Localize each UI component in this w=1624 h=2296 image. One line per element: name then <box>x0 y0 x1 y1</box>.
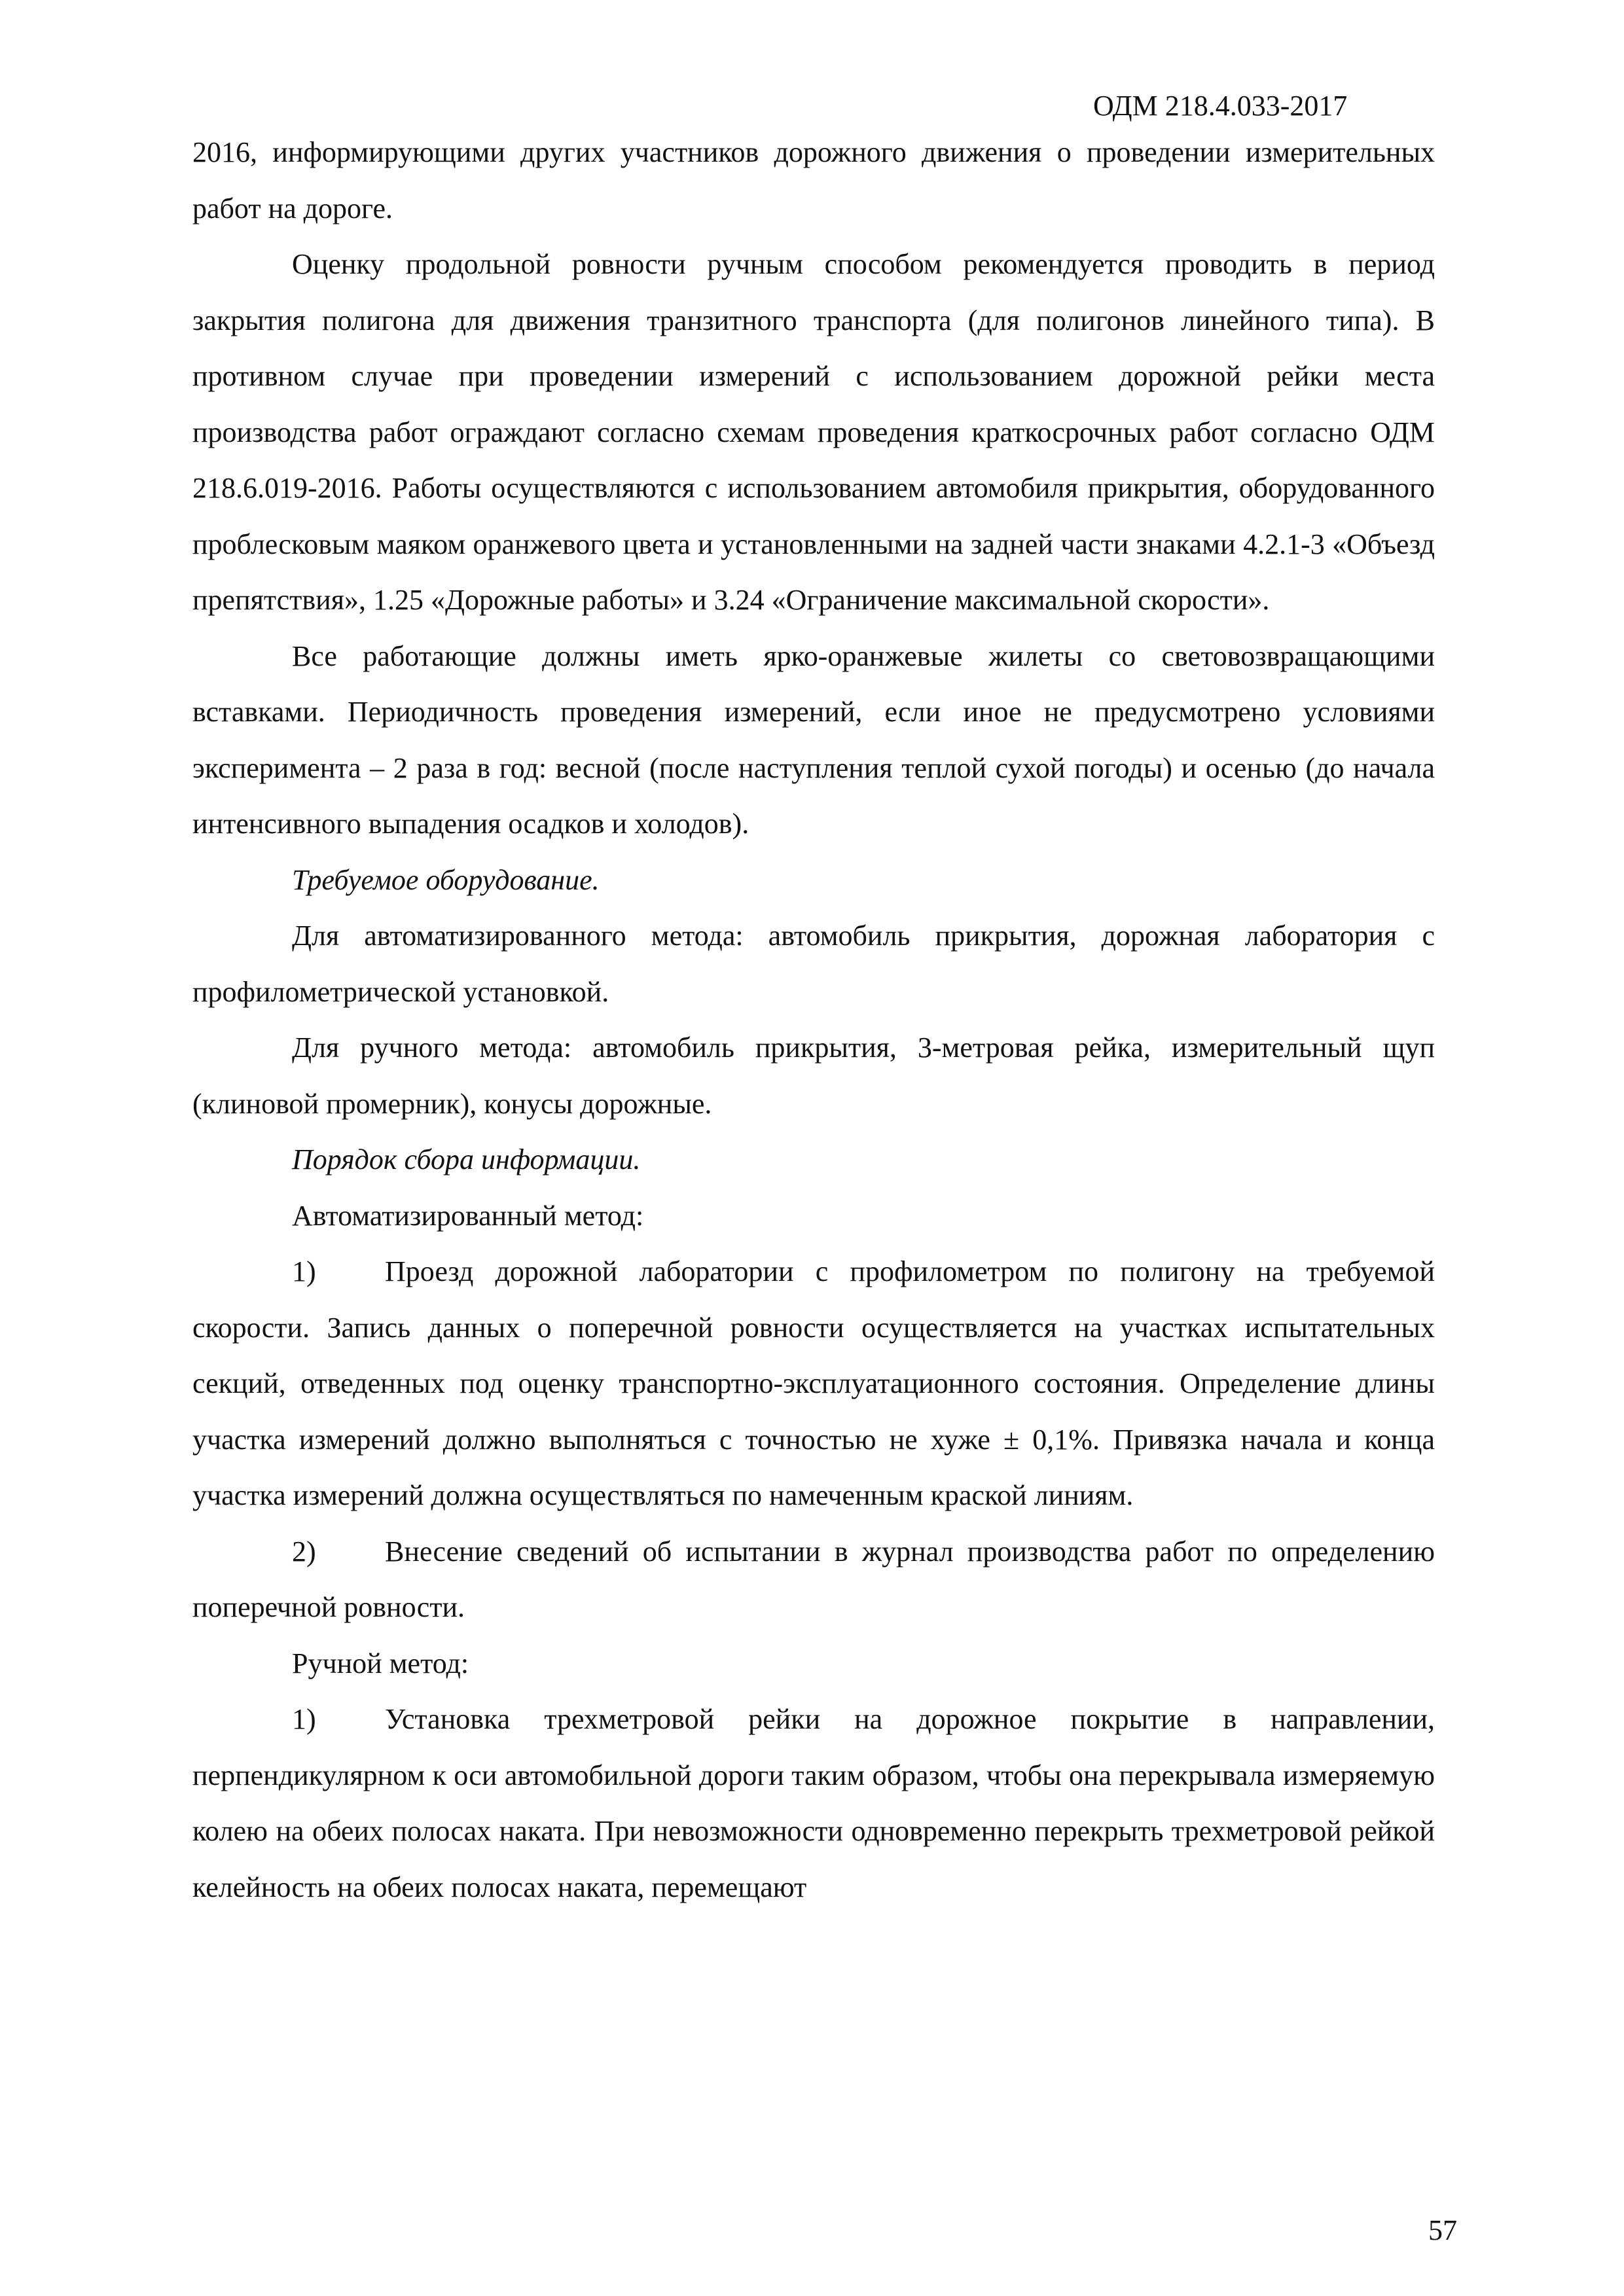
section-heading-equipment: Требуемое оборудование. <box>292 863 600 896</box>
paragraph-auto-equipment: Для автоматизированного метода: автомобиль прикрытия, дорожная лаборатория с профилометрической установкой. <box>192 920 1435 1008</box>
paragraph-manual-equipment: Для ручного метода: автомобиль прикрытия, 3-метровая рейка, измерительный щуп (клиновой промерник), конусы дорожные. <box>192 1031 1435 1120</box>
subheading-auto-method: Автоматизированный метод: <box>292 1199 644 1232</box>
document-body <box>192 124 1435 1915</box>
list-item-text: Проезд дорожной лаборатории с профилометром по полигону на требуемой скорости. Запись данных о поперечной ровности осуществляется на участках испытательных секций, отведенных под оценку транспортно-эксплуатационного состояния. Определение длины участка измерений должно выполняться с точностью не хуже ± 0,1%. Привязка начала и конца участка измерений должна осуществляться по намеченным краской линиям. <box>192 1255 1435 1511</box>
subheading-manual-method: Ручной метод: <box>292 1647 469 1679</box>
paragraph-continuation: 2016, информирующими других участников дорожного движения о проведении измерительных работ на дороге. <box>192 136 1435 224</box>
section-heading-procedure: Порядок сбора информации. <box>292 1143 641 1175</box>
paragraph-manual-evaluation: Оценку продольной ровности ручным способом рекомендуется проводить в период закрытия полигона для движения транзитного транспорта (для полигонов линейного типа). В противном случае при проведении измерений с использованием дорожной рейки места производства работ ограждают согласно схемам проведения краткосрочных работ согласно ОДМ 218.6.019-2016. Работы осуществляются с использованием автомобиля прикрытия, оборудованного проблесковым маяком оранжевого цвета и установленными на задней части знаками 4.2.1-3 «Объезд препятствия», 1.25 «Дорожные работы» и 3.24 «Ограничение максимальной скорости». <box>192 248 1435 616</box>
list-item-text: Внесение сведений об испытании в журнал производства работ по определению поперечной ровности. <box>192 1535 1435 1623</box>
list-item <box>192 1691 1435 1915</box>
list-item-number: 2) <box>292 1535 316 1568</box>
list-item-number: 1) <box>292 1703 316 1735</box>
document-code-header: ОДМ 218.4.033-2017 <box>1093 90 1348 122</box>
page-number: 57 <box>1428 2214 1457 2246</box>
list-item-text: Установка трехметровой рейки на дорожное покрытие в направлении, перпендикулярном к оси автомобильной дороги таким образом, чтобы она перекрывала измеряемую колею на обеих полосах наката. При невозможности одновременно перекрыть трехметровой рейкой келейность на обеих полосах наката, перемещают <box>192 1703 1435 1903</box>
paragraph-safety: Все работающие должны иметь ярко-оранжевые жилеты со световозвращающими вставками. Периодичность проведения измерений, если иное не предусмотрено условиями эксперимента – 2 раза в год: весной (после наступления теплой сухой погоды) и осенью (до начала интенсивного выпадения осадков и холодов). <box>192 639 1435 840</box>
list-item <box>192 1524 1435 1636</box>
list-item <box>192 1244 1435 1524</box>
list-item-number: 1) <box>292 1255 316 1287</box>
